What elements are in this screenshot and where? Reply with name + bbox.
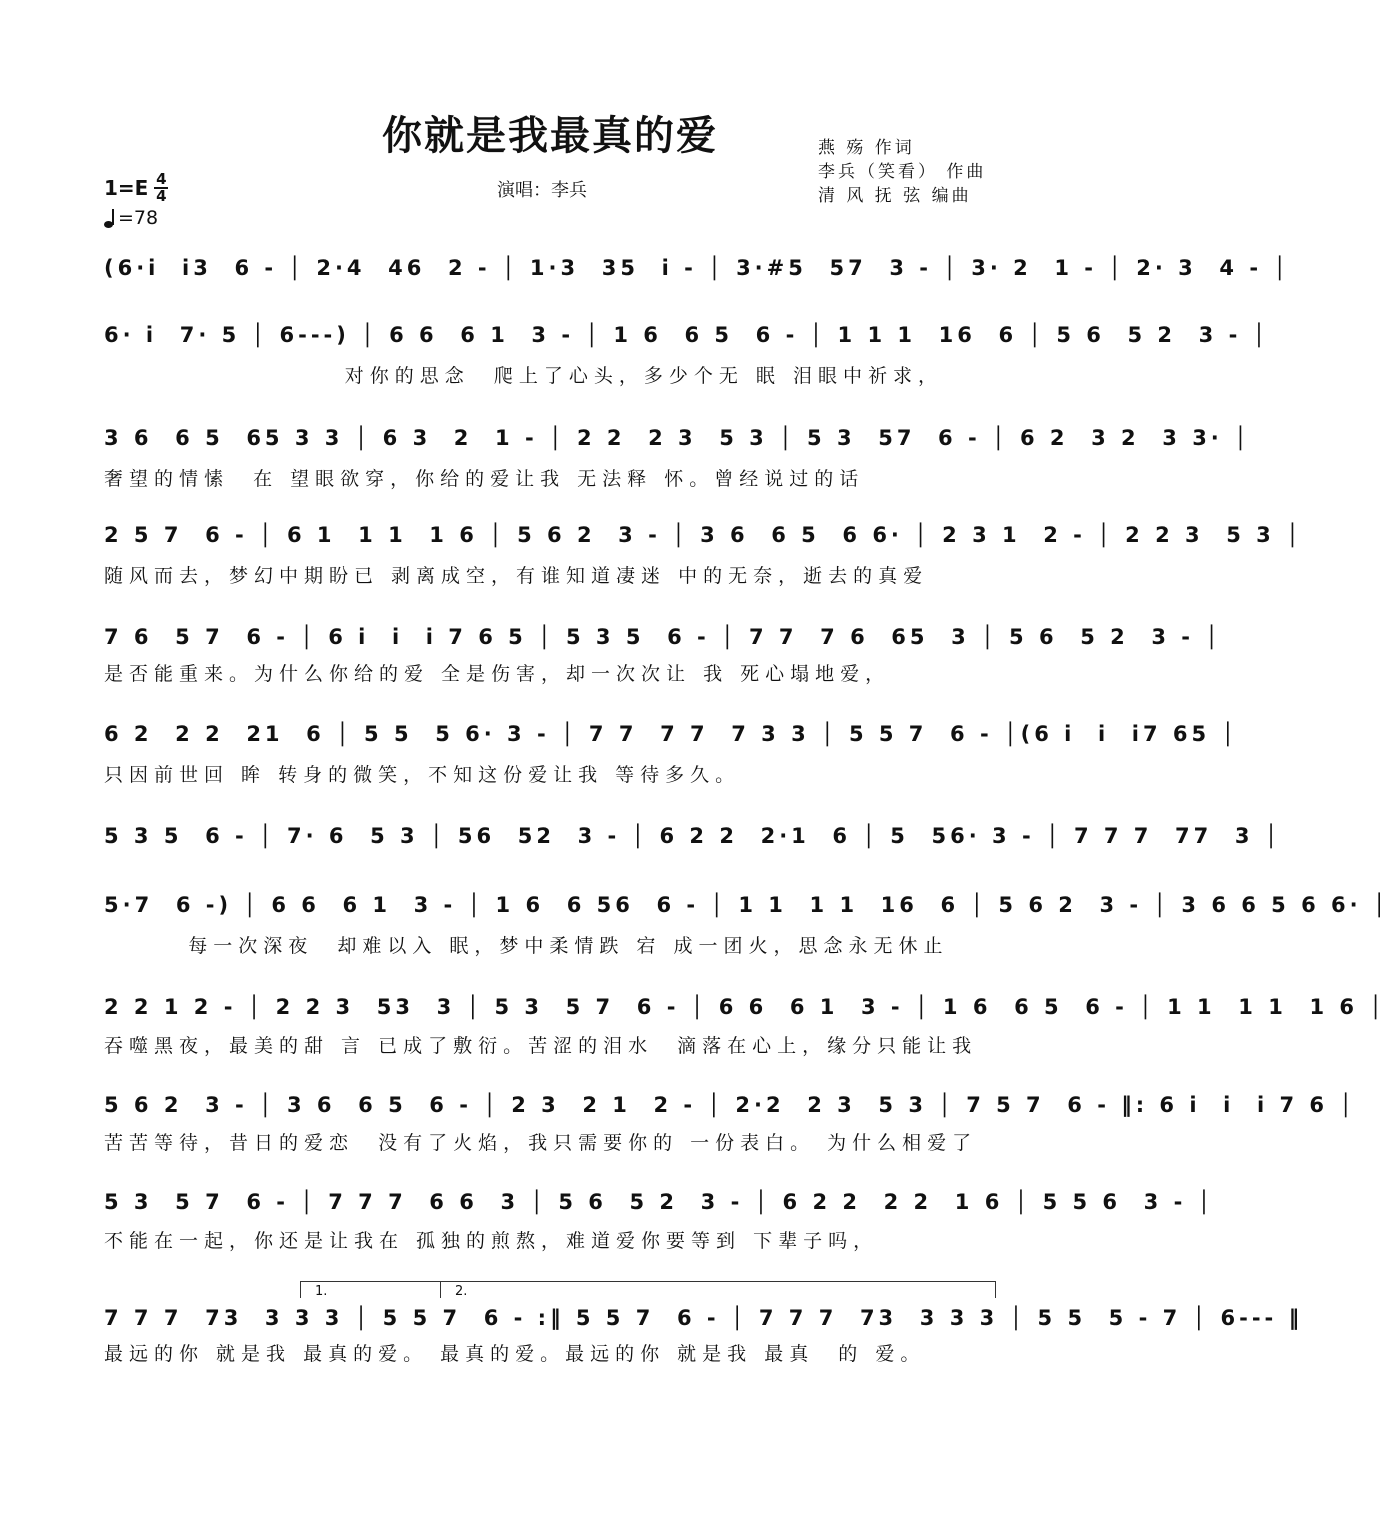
notation-row: 5 3 5 7 6 - │ 7 7 7 6 6 3 │ 5 6 5 2 3 - │ 6 2 2 2 2 1 6 │ 5 5 6 3 - │ xyxy=(104,1190,1215,1214)
credits-block xyxy=(818,136,986,208)
lyricist-credit: 燕 殇 作词 xyxy=(818,138,915,158)
lyric-row: 吞噬黑夜，最美的甜 言 已成了敷衍。苦涩的泪水 滴落在心上，缘分只能让我 xyxy=(104,1035,978,1057)
notation-row: 6 2 2 2 21 6 │ 5 5 5 6· 3 - │ 7 7 7 7 7 3 3 │ 5 5 7 6 - │(6 i i i7 65 │ xyxy=(104,722,1239,746)
time-bottom: 4 xyxy=(156,187,167,205)
song-title: 你就是我最真的爱 xyxy=(382,112,718,159)
notation-row: 5 3 5 6 - │ 7· 6 5 3 │ 56 52 3 - │ 6 2 2 2·1 6 │ 5 56· 3 - │ 7 7 7 77 3 │ xyxy=(104,824,1282,848)
lyric-row: 只因前世回 眸 转身的微笑，不知这份爱让我 等待多久。 xyxy=(104,764,741,786)
arranger-credit: 清 风 抚 弦 编曲 xyxy=(818,186,972,206)
notation-row: 6· i 7· 5 │ 6---) │ 6 6 6 1 3 - │ 1 6 6 5 6 - │ 1 1 1 16 6 │ 5 6 5 2 3 - │ xyxy=(104,323,1270,347)
first-ending-bracket xyxy=(300,1281,441,1298)
time-signature xyxy=(154,172,168,204)
notation-row: (6·i i3 6 - │ 2·4 46 2 - │ 1·3 35 i - │ 3·#5 57 3 - │ 3· 2 1 - │ 2· 3 4 - │ xyxy=(104,256,1291,280)
composer-credit: 李兵（笑看） 作曲 xyxy=(818,162,987,182)
lyric-row: 每一次深夜 却难以入 眠，梦中柔情跌 宕 成一团火，思念永无休止 xyxy=(104,935,949,957)
lyric-row: 奢望的情愫 在 望眼欲穿，你给的爱让我 无法释 怀。曾经说过的话 xyxy=(104,468,865,490)
notation-row: 2 2 1 2 - │ 2 2 3 53 3 │ 5 3 5 7 6 - │ 6 6 6 1 3 - │ 1 6 6 5 6 - │ 1 1 1 1 1 6 │ xyxy=(104,995,1386,1019)
quarter-note-icon xyxy=(104,208,116,228)
tempo-value: =78 xyxy=(118,207,159,229)
notation-row: 3 6 6 5 65 3 3 │ 6 3 2 1 - │ 2 2 2 3 5 3 │ 5 3 57 6 - │ 6 2 3 2 3 3· │ xyxy=(104,426,1251,450)
notation-row: 2 5 7 6 - │ 6 1 1 1 1 6 │ 5 6 2 3 - │ 3 6 6 5 6 6· │ 2 3 1 2 - │ 2 2 3 5 3 │ xyxy=(104,523,1303,547)
lyric-row: 苦苦等待，昔日的爱恋 没有了火焰，我只需要你的 一份表白。 为什么相爱了 xyxy=(104,1132,978,1154)
notation-row: 7 7 7 73 3 3 3 │ 5 5 7 6 - :‖ 5 5 7 6 - │ 7 7 7 73 3 3 3 │ 5 5 5 - 7 │ 6--- ‖ xyxy=(104,1306,1304,1330)
key-signature xyxy=(104,172,168,204)
second-ending-bracket xyxy=(440,1281,996,1298)
key-label: 1=E xyxy=(104,176,149,200)
lyric-row: 是否能重来。为什么你给的爱 全是伤害，却一次次让 我 死心塌地爱， xyxy=(104,663,891,685)
time-top: 4 xyxy=(156,170,167,188)
singer-credit: 演唱：李兵 xyxy=(497,180,587,201)
notation-row: 5·7 6 -) │ 6 6 6 1 3 - │ 1 6 6 56 6 - │ 1 1 1 1 16 6 │ 5 6 2 3 - │ 3 6 6 5 6 6· │ xyxy=(104,893,1390,917)
lyric-row: 不能在一起，你还是让我在 孤独的煎熬，难道爱你要等到 下辈子吗， xyxy=(104,1230,879,1252)
tempo-marking xyxy=(104,207,158,229)
notation-row: 5 6 2 3 - │ 3 6 6 5 6 - │ 2 3 2 1 2 - │ 2·2 2 3 5 3 │ 7 5 7 6 - ‖: 6 i i i 7 6 │ xyxy=(104,1093,1356,1117)
lyric-row: 随风而去，梦幻中期盼已 剥离成空，有谁知道凄迷 中的无奈，逝去的真爱 xyxy=(104,565,929,587)
notation-row: 7 6 5 7 6 - │ 6 i i i 7 6 5 │ 5 3 5 6 - │ 7 7 7 6 65 3 │ 5 6 5 2 3 - │ xyxy=(104,625,1222,649)
second-ending-label: 2. xyxy=(455,1284,468,1299)
first-ending-label: 1. xyxy=(315,1284,328,1299)
lyric-row: 最远的你 就是我 最真的爱。 最真的爱。最远的你 就是我 最真 的 爱。 xyxy=(104,1343,926,1365)
lyric-row: 对你的思念 爬上了心头，多少个无 眠 泪眼中祈求， xyxy=(104,365,943,387)
